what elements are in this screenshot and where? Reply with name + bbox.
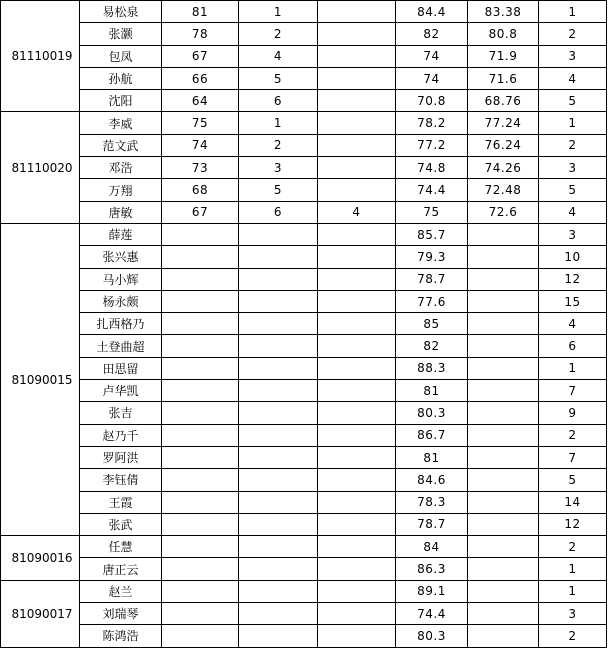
written-score-cell: [162, 223, 239, 245]
adjusted-rank-cell: [318, 179, 396, 201]
total-score-cell: [468, 290, 539, 312]
position-code-cell: 81090015: [1, 223, 80, 535]
table-row: [1, 513, 607, 535]
written-rank-cell: 2: [239, 23, 318, 45]
interview-score-cell: 80.3: [396, 402, 468, 424]
adjusted-rank-cell: [318, 558, 396, 580]
written-score-cell: [162, 536, 239, 558]
total-score-cell: 80.8: [468, 23, 539, 45]
written-rank-cell: 5: [239, 179, 318, 201]
adjusted-rank-cell: [318, 424, 396, 446]
written-rank-cell: 6: [239, 201, 318, 223]
table-row: [1, 402, 607, 424]
interview-score-cell: 78.2: [396, 112, 468, 134]
adjusted-rank-cell: [318, 380, 396, 402]
total-score-cell: [468, 513, 539, 535]
candidate-name-cell: 唐敏: [80, 201, 162, 223]
adjusted-rank-cell: 4: [318, 201, 396, 223]
table-row: [1, 268, 607, 290]
position-code-cell: 81110019: [1, 1, 80, 112]
total-score-cell: [468, 558, 539, 580]
interview-score-cell: 77.2: [396, 134, 468, 156]
candidate-name-cell: 邓浩: [80, 157, 162, 179]
candidate-name-cell: 薛莲: [80, 223, 162, 245]
total-score-cell: 71.6: [468, 67, 539, 89]
interview-score-cell: 85: [396, 313, 468, 335]
candidate-name-cell: 李钰倩: [80, 469, 162, 491]
candidate-name-cell: 张灏: [80, 23, 162, 45]
total-score-cell: [468, 625, 539, 647]
table-row: [1, 157, 607, 179]
total-score-cell: 72.48: [468, 179, 539, 201]
written-rank-cell: 2: [239, 134, 318, 156]
written-score-cell: [162, 313, 239, 335]
table-row: [1, 90, 607, 112]
written-score-cell: [162, 402, 239, 424]
written-score-cell: [162, 603, 239, 625]
written-rank-cell: 6: [239, 90, 318, 112]
table-row: [1, 558, 607, 580]
table-row: [1, 335, 607, 357]
adjusted-rank-cell: [318, 536, 396, 558]
table-row: [1, 380, 607, 402]
total-score-cell: [468, 491, 539, 513]
candidate-name-cell: 任慧: [80, 536, 162, 558]
table-row: [1, 112, 607, 134]
total-score-cell: [468, 380, 539, 402]
written-score-cell: [162, 558, 239, 580]
candidate-name-cell: 罗阿洪: [80, 446, 162, 468]
adjusted-rank-cell: [318, 246, 396, 268]
interview-score-cell: 80.3: [396, 625, 468, 647]
table-row: [1, 424, 607, 446]
interview-score-cell: 81: [396, 446, 468, 468]
total-score-cell: 77.24: [468, 112, 539, 134]
adjusted-rank-cell: [318, 446, 396, 468]
written-score-cell: 74: [162, 134, 239, 156]
table-row: [1, 491, 607, 513]
adjusted-rank-cell: [318, 357, 396, 379]
interview-score-cell: 78.7: [396, 268, 468, 290]
interview-score-cell: 82: [396, 23, 468, 45]
interview-score-cell: 86.3: [396, 558, 468, 580]
candidate-name-cell: 赵乃千: [80, 424, 162, 446]
table-row: [1, 201, 607, 223]
adjusted-rank-cell: [318, 402, 396, 424]
candidate-name-cell: 土登曲超: [80, 335, 162, 357]
final-rank-cell: 10: [539, 246, 607, 268]
written-rank-cell: [239, 446, 318, 468]
candidate-name-cell: 赵兰: [80, 580, 162, 602]
written-score-cell: [162, 357, 239, 379]
written-score-cell: 75: [162, 112, 239, 134]
final-rank-cell: 9: [539, 402, 607, 424]
adjusted-rank-cell: [318, 67, 396, 89]
written-rank-cell: [239, 424, 318, 446]
adjusted-rank-cell: [318, 268, 396, 290]
written-score-cell: [162, 424, 239, 446]
adjusted-rank-cell: [318, 491, 396, 513]
table-row: [1, 45, 607, 67]
table-row: [1, 357, 607, 379]
final-rank-cell: 1: [539, 1, 607, 23]
interview-score-cell: 84.6: [396, 469, 468, 491]
written-rank-cell: [239, 625, 318, 647]
interview-score-cell: 88.3: [396, 357, 468, 379]
interview-score-cell: 70.8: [396, 90, 468, 112]
interview-score-cell: 86.7: [396, 424, 468, 446]
written-score-cell: [162, 580, 239, 602]
written-rank-cell: [239, 335, 318, 357]
interview-score-cell: 74: [396, 45, 468, 67]
candidate-name-cell: 陈鸿浩: [80, 625, 162, 647]
table-row: [1, 446, 607, 468]
total-score-cell: 72.6: [468, 201, 539, 223]
candidate-name-cell: 卢华凯: [80, 380, 162, 402]
final-rank-cell: 6: [539, 335, 607, 357]
total-score-cell: [468, 424, 539, 446]
written-rank-cell: [239, 558, 318, 580]
candidate-name-cell: 刘瑞琴: [80, 603, 162, 625]
candidate-name-cell: 孙航: [80, 67, 162, 89]
written-score-cell: 81: [162, 1, 239, 23]
table-row: [1, 580, 607, 602]
final-rank-cell: 1: [539, 580, 607, 602]
written-score-cell: 66: [162, 67, 239, 89]
final-rank-cell: 2: [539, 625, 607, 647]
written-rank-cell: [239, 223, 318, 245]
position-code-cell: 81110020: [1, 112, 80, 223]
candidate-name-cell: 万翔: [80, 179, 162, 201]
interview-score-cell: 75: [396, 201, 468, 223]
candidate-name-cell: 王霞: [80, 491, 162, 513]
final-rank-cell: 5: [539, 469, 607, 491]
candidate-name-cell: 易松泉: [80, 1, 162, 23]
total-score-cell: 68.76: [468, 90, 539, 112]
interview-score-cell: 78.3: [396, 491, 468, 513]
written-rank-cell: [239, 268, 318, 290]
table-row: [1, 223, 607, 245]
candidate-name-cell: 马小辉: [80, 268, 162, 290]
written-rank-cell: [239, 290, 318, 312]
total-score-cell: [468, 313, 539, 335]
adjusted-rank-cell: [318, 45, 396, 67]
table-row: [1, 313, 607, 335]
total-score-cell: [468, 246, 539, 268]
final-rank-cell: 3: [539, 603, 607, 625]
interview-score-cell: 89.1: [396, 580, 468, 602]
candidate-name-cell: 沈阳: [80, 90, 162, 112]
final-rank-cell: 1: [539, 357, 607, 379]
table-row: [1, 179, 607, 201]
written-score-cell: 67: [162, 201, 239, 223]
table-row: [1, 1, 607, 23]
table-row: [1, 246, 607, 268]
table-row: [1, 469, 607, 491]
written-rank-cell: [239, 380, 318, 402]
table-row: [1, 290, 607, 312]
total-score-cell: [468, 402, 539, 424]
adjusted-rank-cell: [318, 313, 396, 335]
total-score-cell: [468, 223, 539, 245]
interview-score-cell: 74.8: [396, 157, 468, 179]
total-score-cell: 71.9: [468, 45, 539, 67]
written-rank-cell: 4: [239, 45, 318, 67]
position-code-cell: 81090016: [1, 536, 80, 581]
total-score-cell: [468, 335, 539, 357]
written-score-cell: [162, 446, 239, 468]
written-rank-cell: [239, 513, 318, 535]
total-score-cell: [468, 469, 539, 491]
written-score-cell: [162, 491, 239, 513]
table-row: [1, 536, 607, 558]
candidate-name-cell: 张兴惠: [80, 246, 162, 268]
written-score-cell: [162, 268, 239, 290]
written-rank-cell: 1: [239, 112, 318, 134]
adjusted-rank-cell: [318, 90, 396, 112]
adjusted-rank-cell: [318, 469, 396, 491]
candidate-name-cell: 李威: [80, 112, 162, 134]
written-score-cell: 64: [162, 90, 239, 112]
final-rank-cell: 12: [539, 513, 607, 535]
written-rank-cell: [239, 313, 318, 335]
written-rank-cell: [239, 402, 318, 424]
interview-score-cell: 85.7: [396, 223, 468, 245]
total-score-cell: [468, 268, 539, 290]
total-score-cell: [468, 603, 539, 625]
adjusted-rank-cell: [318, 134, 396, 156]
candidate-name-cell: 扎西格乃: [80, 313, 162, 335]
total-score-cell: [468, 446, 539, 468]
adjusted-rank-cell: [318, 112, 396, 134]
position-code-cell: 81090017: [1, 580, 80, 647]
written-score-cell: 73: [162, 157, 239, 179]
interview-score-cell: 74.4: [396, 179, 468, 201]
adjusted-rank-cell: [318, 580, 396, 602]
written-rank-cell: [239, 469, 318, 491]
final-rank-cell: 12: [539, 268, 607, 290]
table-row: [1, 23, 607, 45]
final-rank-cell: 2: [539, 134, 607, 156]
candidate-name-cell: 范文武: [80, 134, 162, 156]
written-score-cell: [162, 625, 239, 647]
adjusted-rank-cell: [318, 157, 396, 179]
final-rank-cell: 3: [539, 157, 607, 179]
total-score-cell: [468, 580, 539, 602]
final-rank-cell: 5: [539, 179, 607, 201]
interview-score-cell: 74.4: [396, 603, 468, 625]
interview-score-cell: 78.7: [396, 513, 468, 535]
written-rank-cell: [239, 246, 318, 268]
final-rank-cell: 5: [539, 90, 607, 112]
written-score-cell: [162, 246, 239, 268]
written-rank-cell: 1: [239, 1, 318, 23]
written-score-cell: [162, 335, 239, 357]
written-rank-cell: 5: [239, 67, 318, 89]
final-rank-cell: 15: [539, 290, 607, 312]
written-rank-cell: [239, 357, 318, 379]
interview-score-cell: 74: [396, 67, 468, 89]
final-rank-cell: 3: [539, 45, 607, 67]
final-rank-cell: 1: [539, 558, 607, 580]
adjusted-rank-cell: [318, 290, 396, 312]
adjusted-rank-cell: [318, 513, 396, 535]
written-score-cell: 67: [162, 45, 239, 67]
written-rank-cell: [239, 491, 318, 513]
score-table-body: [1, 1, 607, 648]
final-rank-cell: 4: [539, 67, 607, 89]
candidate-name-cell: 唐正云: [80, 558, 162, 580]
adjusted-rank-cell: [318, 625, 396, 647]
adjusted-rank-cell: [318, 603, 396, 625]
total-score-cell: 76.24: [468, 134, 539, 156]
written-rank-cell: 3: [239, 157, 318, 179]
candidate-name-cell: 田思留: [80, 357, 162, 379]
table-row: [1, 67, 607, 89]
written-score-cell: 78: [162, 23, 239, 45]
total-score-cell: 74.26: [468, 157, 539, 179]
total-score-cell: 83.38: [468, 1, 539, 23]
interview-score-cell: 84: [396, 536, 468, 558]
interview-score-cell: 79.3: [396, 246, 468, 268]
total-score-cell: [468, 357, 539, 379]
candidate-name-cell: 包凤: [80, 45, 162, 67]
written-score-cell: [162, 290, 239, 312]
adjusted-rank-cell: [318, 23, 396, 45]
candidate-name-cell: 张武: [80, 513, 162, 535]
table-row: [1, 625, 607, 647]
final-rank-cell: 1: [539, 112, 607, 134]
written-score-cell: [162, 513, 239, 535]
final-rank-cell: 14: [539, 491, 607, 513]
written-score-cell: [162, 469, 239, 491]
final-rank-cell: 4: [539, 201, 607, 223]
adjusted-rank-cell: [318, 223, 396, 245]
candidate-name-cell: 张吉: [80, 402, 162, 424]
final-rank-cell: 2: [539, 536, 607, 558]
candidate-name-cell: 杨永颇: [80, 290, 162, 312]
interview-score-cell: 82: [396, 335, 468, 357]
written-score-cell: [162, 380, 239, 402]
final-rank-cell: 7: [539, 380, 607, 402]
interview-score-cell: 77.6: [396, 290, 468, 312]
written-score-cell: 68: [162, 179, 239, 201]
adjusted-rank-cell: [318, 335, 396, 357]
final-rank-cell: 3: [539, 223, 607, 245]
final-rank-cell: 7: [539, 446, 607, 468]
final-rank-cell: 2: [539, 23, 607, 45]
total-score-cell: [468, 536, 539, 558]
interview-score-cell: 81: [396, 380, 468, 402]
written-rank-cell: [239, 536, 318, 558]
interview-score-cell: 84.4: [396, 1, 468, 23]
final-rank-cell: 2: [539, 424, 607, 446]
table-row: [1, 134, 607, 156]
table-row: [1, 603, 607, 625]
written-rank-cell: [239, 603, 318, 625]
final-rank-cell: 4: [539, 313, 607, 335]
adjusted-rank-cell: [318, 1, 396, 23]
written-rank-cell: [239, 580, 318, 602]
